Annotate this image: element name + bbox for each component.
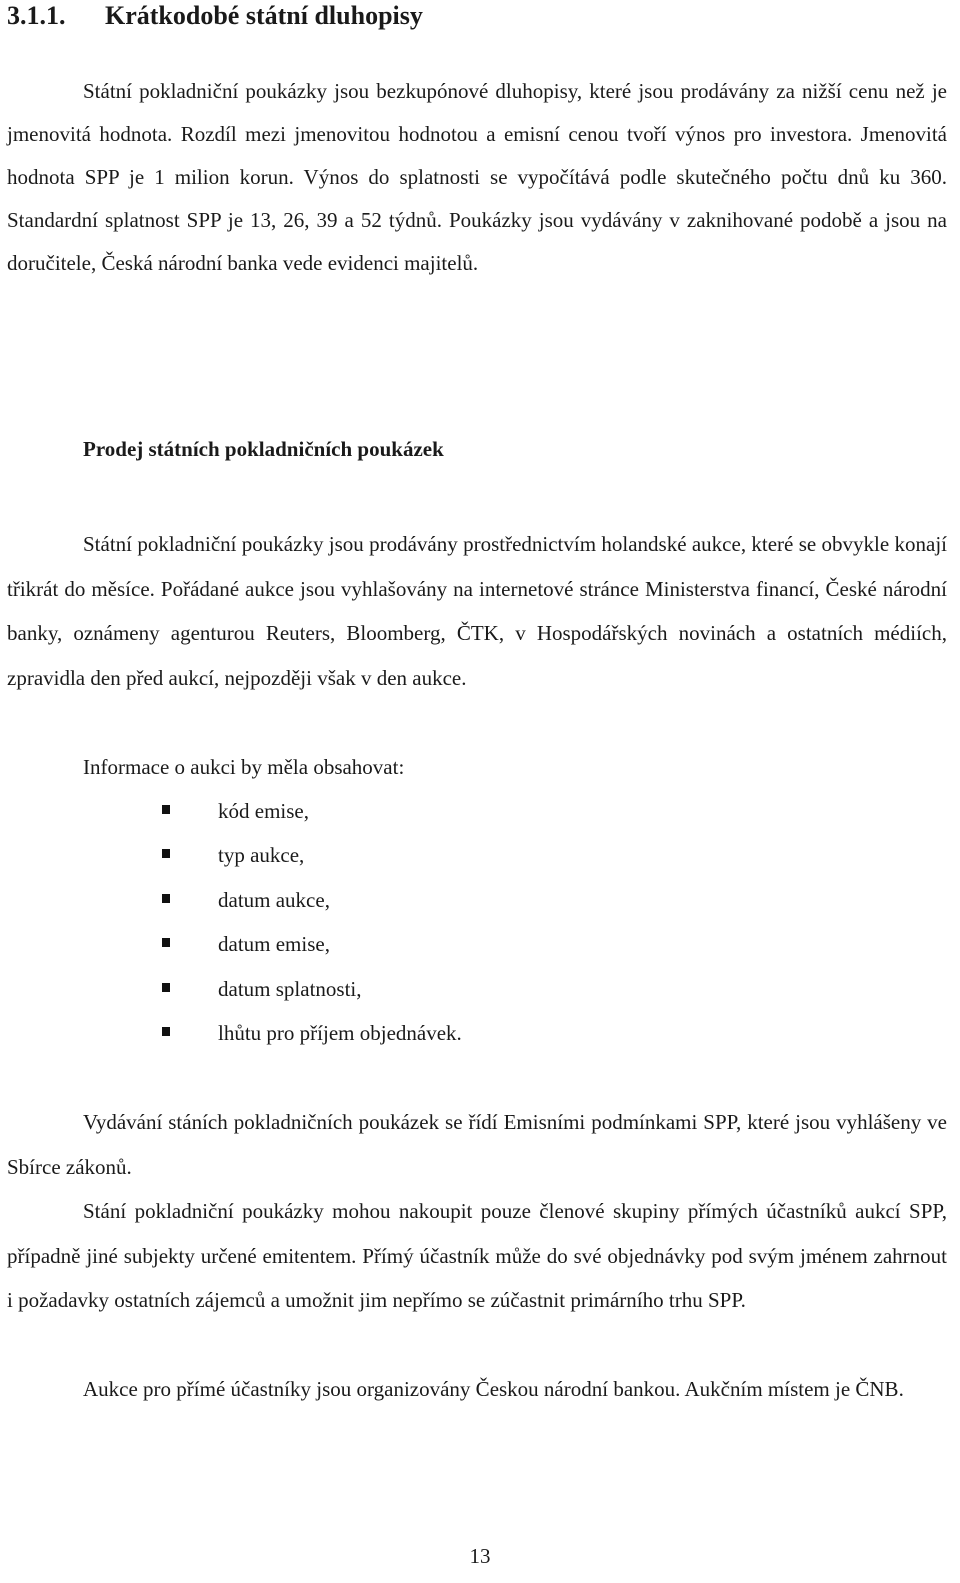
square-bullet-icon bbox=[162, 938, 170, 947]
sale-paragraph-text: Státní pokladniční poukázky jsou prodávány prostřednictvím holandské aukce, které se obvykle konají třikrát do měsíce. Pořádané aukce jsou vyhlašovány na internetové stránce Ministerstva financí, České národní banky, oznámeny agenturou Reuters, Bloomberg, ČTK, v Hospodářských novinách a ostatních médiích, zpravidla den před aukcí, nejpozději však v den aukce. bbox=[7, 532, 947, 690]
participants-paragraph bbox=[7, 1189, 947, 1323]
issuance-paragraph-text: Vydávání stáních pokladničních poukázek se řídí Emisními podmínkami SPP, které jsou vyhlášeny ve Sbírce zákonů. bbox=[7, 1110, 947, 1179]
auction-place-paragraph-text: Aukce pro přímé účastníky jsou organizovány Českou národní bankou. Aukčním místem je ČNB. bbox=[83, 1377, 904, 1401]
list-item bbox=[160, 789, 462, 833]
list-item bbox=[160, 833, 462, 877]
list-item bbox=[160, 967, 462, 1011]
list-item-text: lhůtu pro příjem objednávek. bbox=[218, 1020, 462, 1045]
list-item bbox=[160, 1011, 462, 1055]
section-heading bbox=[7, 0, 423, 32]
list-item-text: datum aukce, bbox=[218, 887, 330, 912]
info-list bbox=[160, 789, 462, 1055]
list-item-text: datum splatnosti, bbox=[218, 976, 362, 1001]
issuance-paragraph bbox=[7, 1100, 947, 1189]
square-bullet-icon bbox=[162, 1027, 170, 1036]
section-title: Krátkodobé státní dluhopisy bbox=[105, 1, 423, 30]
auction-place-paragraph bbox=[7, 1367, 947, 1412]
section-number: 3.1.1. bbox=[7, 1, 66, 30]
page-number: 13 bbox=[469, 1544, 491, 1568]
square-bullet-icon bbox=[162, 894, 170, 903]
sale-paragraph bbox=[7, 522, 947, 700]
subsection-heading: Prodej státních pokladničních poukázek bbox=[83, 437, 444, 461]
list-item-text: kód emise, bbox=[218, 799, 309, 823]
square-bullet-icon bbox=[162, 805, 170, 814]
intro-paragraph-text: Státní pokladniční poukázky jsou bezkupónové dluhopisy, které jsou prodávány za nižší cenu než je jmenovitá hodnota. Rozdíl mezi jmenovitou hodnotou a emisní cenou tvoří výnos pro investora. Jmenovitá hodnota SPP je 1 milion korun. Výnos do splatnosti se vypočítává podle skutečného počtu dnů ku 360. Standardní splatnost SPP je 13, 26, 39 a 52 týdnů. Poukázky jsou vydávány v zaknihované podobě a jsou na doručitele, Česká národní banka vede evidenci majitelů. bbox=[7, 79, 947, 275]
square-bullet-icon bbox=[162, 983, 170, 992]
list-item-text: datum emise, bbox=[218, 932, 330, 957]
square-bullet-icon bbox=[162, 849, 170, 858]
info-intro-paragraph bbox=[7, 745, 947, 790]
info-intro-text: Informace o aukci by měla obsahovat: bbox=[83, 755, 405, 779]
list-item bbox=[160, 922, 462, 966]
participants-paragraph-text: Stání pokladniční poukázky mohou nakoupit pouze členové skupiny přímých účastníků aukcí SPP, případně jiné subjekty určené emitentem. Přímý účastník může do své objednávky pod svým jménem zahrnout i požadavky ostatních zájemců a umožnit jim nepřímo se zúčastnit primárního trhu SPP. bbox=[7, 1199, 947, 1312]
list-item-text: typ aukce, bbox=[218, 843, 305, 868]
list-item bbox=[160, 878, 462, 922]
intro-paragraph bbox=[7, 70, 947, 285]
